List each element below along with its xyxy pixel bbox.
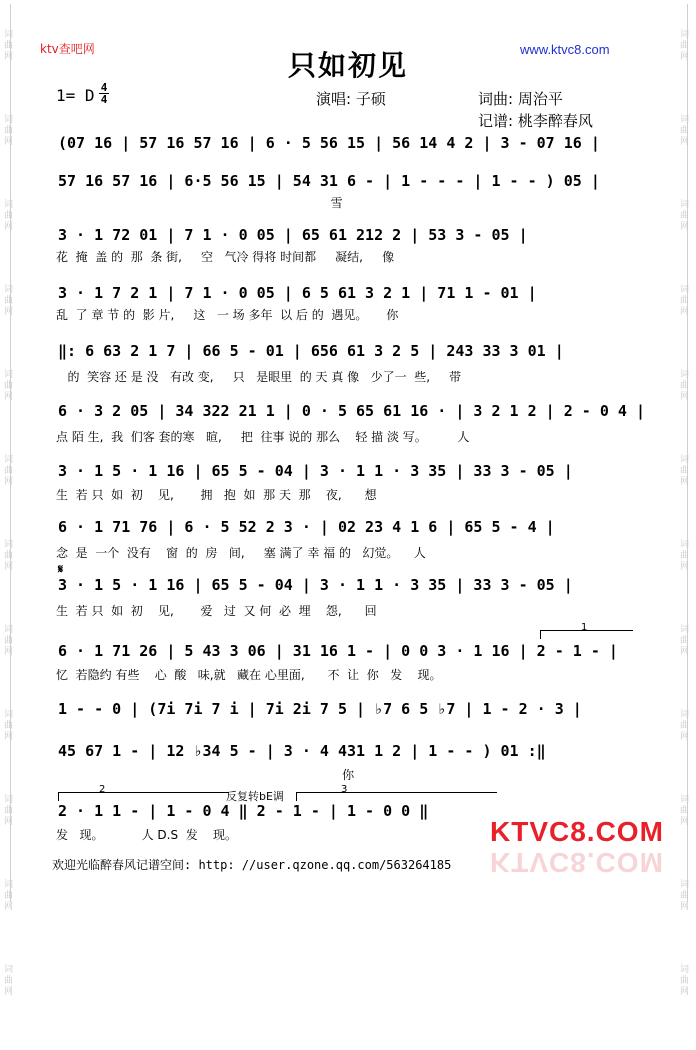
time-signature-bottom: 4 bbox=[100, 93, 108, 106]
score-lyrics-row-4: 乱 了 章 节 的 影 片, 这 一 场 多年 以 后 的 遇见。 你 bbox=[56, 308, 399, 322]
score-notes-row-9: 3 · 1 5 · 1 16 | 65 5 - 04 | 3 · 1 1 · 3 35 | 33 3 - 05 | bbox=[58, 576, 573, 594]
score-lyrics-row-10: 忆 若隐约 有些 心 酸 味,就 藏在 心里面, 不 让 你 发 现。 bbox=[56, 668, 442, 682]
site-logo bbox=[490, 816, 664, 886]
transcriber-credit: 记谱: 桃李醉春风 bbox=[478, 112, 593, 130]
score-lyrics-row-2: 雪 bbox=[56, 196, 343, 210]
score-lyrics-row-13: 发 现。 人 D.S 发 现。 bbox=[56, 828, 237, 842]
composer-credit: 词曲: 周治平 bbox=[478, 90, 563, 108]
ending-bracket-1 bbox=[540, 622, 633, 639]
score-lyrics-row-5: 的 笑容 还 是 没 有改 变, 只 是眼里 的 天 真 像 少了一 些, 带 bbox=[56, 370, 462, 384]
repeat-key-change-note: 反复转bE调 bbox=[226, 790, 284, 803]
score-notes-row-12: 45 67 1 - | 12 ♭34 5 - | 3 · 4 431 1 2 | 1 - - ) 01 :‖ bbox=[58, 742, 546, 760]
site-brand-left[interactable]: ktv查吧网 bbox=[40, 42, 95, 56]
time-signature bbox=[98, 82, 110, 105]
score-lyrics-row-7: 生 若 只 如 初 见, 拥 抱 如 那 天 那 夜, 想 bbox=[56, 488, 377, 502]
score-notes-row-5: ‖: 6 63 2 1 7 | 66 5 - 01 | 656 61 3 2 5 | 243 33 3 01 | bbox=[58, 342, 564, 360]
segno-sign: 𝄋 bbox=[58, 562, 64, 576]
ending-bracket-3 bbox=[296, 784, 497, 801]
score-notes-row-2: 57 16 57 16 | 6·5 56 15 | 54 31 6 - | 1 - - - | 1 - - ) 05 | bbox=[58, 172, 600, 190]
ending-label-1: 1 bbox=[581, 622, 588, 633]
score-notes-row-1: (07 16 | 57 16 57 16 | 6 · 5 56 15 | 56 14 4 2 | 3 - 07 16 | bbox=[58, 134, 600, 152]
ending-label-3: 3 bbox=[341, 784, 348, 795]
site-logo-reflection: KTVC8.COM bbox=[490, 847, 664, 878]
score-notes-row-4: 3 · 1 7 2 1 | 7 1 · 0 05 | 6 5 61 3 2 1 | 71 1 - 01 | bbox=[58, 284, 537, 302]
score-lyrics-row-3: 花 掩 盖 的 那 条 街, 空 气冷 得将 时间都 凝结, 像 bbox=[56, 250, 395, 264]
score-notes-row-8: 6 · 1 71 76 | 6 · 5 52 2 3 · | 02 23 4 1 6 | 65 5 - 4 | bbox=[58, 518, 555, 536]
ending-label-2: 2 bbox=[99, 784, 106, 795]
score-notes-row-10: 6 · 1 71 26 | 5 43 3 06 | 31 16 1 - | 0 0 3 · 1 16 | 2 - 1 - | bbox=[58, 642, 618, 660]
score-lyrics-row-8: 念 是 一个 没有 窗 的 房 间, 塞 满了 幸 福 的 幻觉。 人 bbox=[56, 546, 426, 560]
ending-bracket-2 bbox=[58, 784, 229, 801]
score-notes-row-3: 3 · 1 72 01 | 7 1 · 0 05 | 65 61 212 2 | 53 3 - 05 | bbox=[58, 226, 528, 244]
score-notes-row-13: 2 · 1 1 - | 1 - 0 4 ‖ 2 - 1 - | 1 - 0 0 ‖ bbox=[58, 802, 429, 820]
time-signature-top: 4 bbox=[100, 81, 108, 94]
score-lyrics-row-9: 生 若 只 如 初 见, 爱 过 又 何 必 埋 怨, 回 bbox=[56, 604, 377, 618]
song-title: 只如初见 bbox=[287, 49, 408, 82]
watermark-left: 词曲网 词曲网 词曲网 词曲网 词曲网 词曲网 词曲网 词曲网 词曲网 词曲网 词曲网 词曲网 bbox=[4, 30, 14, 997]
watermark-right: 词曲网 词曲网 词曲网 词曲网 词曲网 词曲网 词曲网 词曲网 词曲网 词曲网 词曲网 词曲网 bbox=[680, 30, 690, 997]
score-notes-row-6: 6 · 3 2 05 | 34 322 21 1 | 0 · 5 65 61 16 · | 3 2 1 2 | 2 - 0 4 | bbox=[58, 402, 645, 420]
score-lyrics-row-6: 点 陌 生, 我 们客 套的寒 暄, 把 往事 说的 那么 轻 描 淡 写。 人 bbox=[56, 430, 470, 444]
key-signature: 1= D bbox=[56, 86, 95, 105]
site-url-link[interactable]: www.ktvc8.com bbox=[520, 42, 610, 57]
singer-credit: 演唱: 子硕 bbox=[316, 90, 386, 108]
site-logo-text: KTVC8.COM bbox=[490, 816, 664, 847]
score-lyrics-row-12: 你 bbox=[56, 768, 355, 782]
score-notes-row-11: 1 - - 0 | (7i 7i 7 i | 7i 2i 7 5 | ♭7 6 5 ♭7 | 1 - 2 · 3 | bbox=[58, 700, 582, 718]
score-notes-row-7: 3 · 1 5 · 1 16 | 65 5 - 04 | 3 · 1 1 · 3 35 | 33 3 - 05 | bbox=[58, 462, 573, 480]
footer-credit: 欢迎光临醉春风记谱空间: http: //user.qzone.qq.com/563264185 bbox=[52, 858, 452, 872]
